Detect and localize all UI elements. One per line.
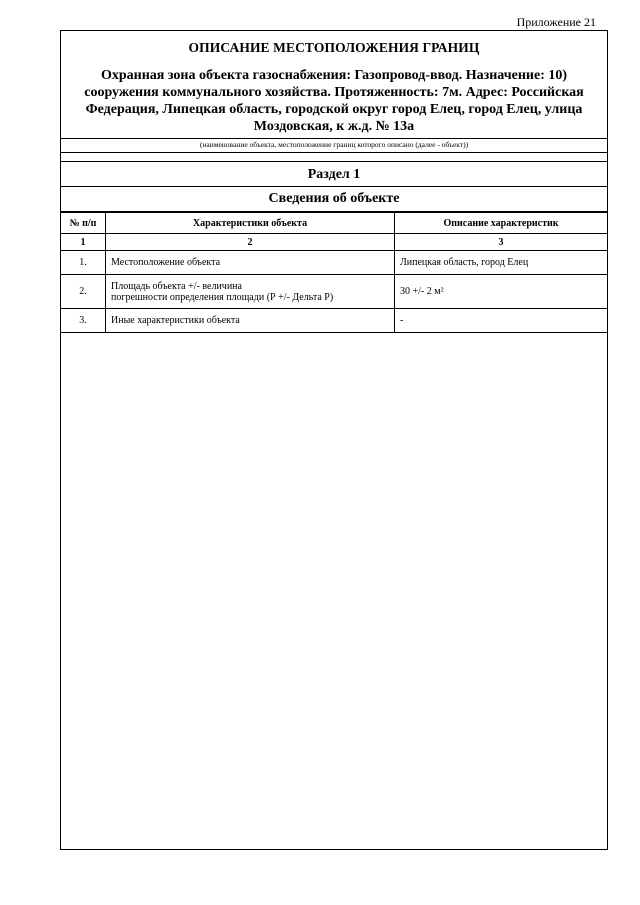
row-description: Липецкая область, город Елец [395, 251, 608, 275]
object-name: Охранная зона объекта газоснабжения: Газопровод-ввод. Назначение: 10) сооружения коммунального хозяйства. Протяженность: 7м. Адрес: Российская Федерация, Липецкая область, городской округ город Елец, город Елец, улица Моздовская, к ж.д. № 13а [84, 68, 584, 134]
characteristic-line: погрешности определения площади (Р +/- Дельта Р) [111, 291, 334, 303]
row-number: 1. [61, 251, 106, 275]
subsection-title: Сведения об объекте [61, 187, 607, 212]
section-title: Раздел 1 [61, 162, 607, 187]
column-number: 2 [106, 234, 395, 251]
row-characteristic: Местоположение объекта [106, 251, 395, 275]
column-number-row [61, 234, 607, 251]
characteristic-line: Площадь объекта +/- величина [111, 280, 242, 292]
document-title: ОПИСАНИЕ МЕСТОПОЛОЖЕНИЯ ГРАНИЦ [188, 40, 480, 55]
table-header-row [61, 213, 607, 234]
row-description: - [395, 309, 608, 333]
object-info-table [61, 212, 607, 333]
header-description: Описание характеристик [395, 213, 608, 234]
column-number: 1 [61, 234, 106, 251]
table-row [61, 275, 607, 309]
table-row [61, 251, 607, 275]
document-header [61, 31, 607, 138]
table-row [61, 309, 607, 333]
document-frame [60, 30, 608, 850]
header-number: № п/п [61, 213, 106, 234]
row-characteristic [106, 275, 395, 309]
row-description: 30 +/- 2 м² [395, 275, 608, 309]
header-characteristic: Характеристики объекта [106, 213, 395, 234]
row-number: 2. [61, 275, 106, 309]
divider [61, 153, 607, 162]
object-caption: (наименование объекта, местоположение границ которого описано (далее - объект)) [61, 138, 607, 153]
row-characteristic: Иные характеристики объекта [106, 309, 395, 333]
column-number: 3 [395, 234, 608, 251]
row-number: 3. [61, 309, 106, 333]
appendix-label: Приложение 21 [516, 15, 596, 29]
